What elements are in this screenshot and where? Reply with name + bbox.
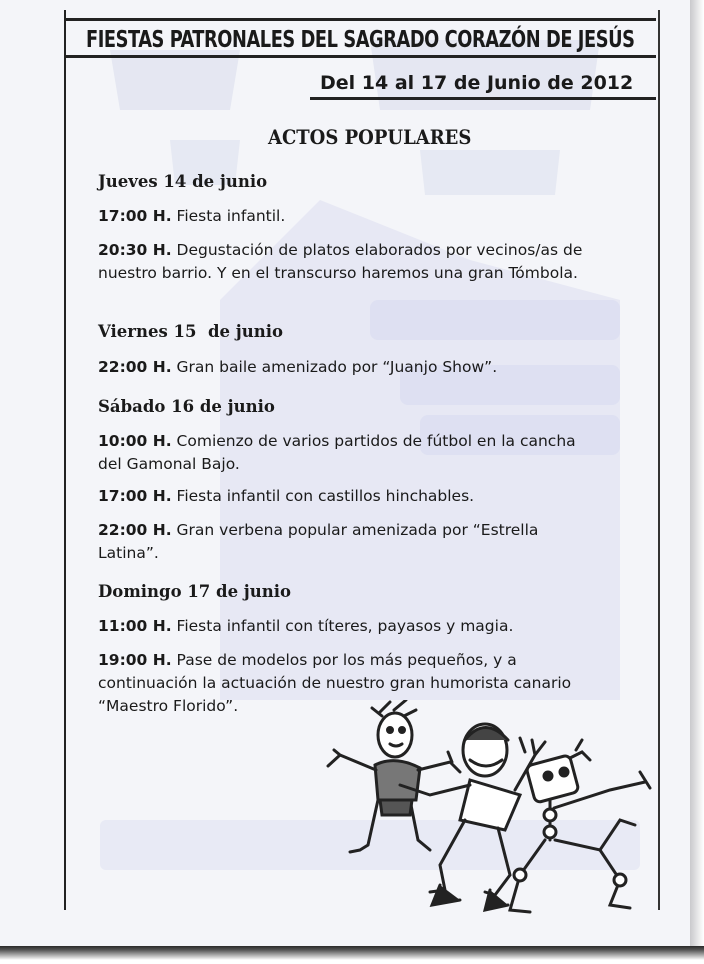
event-title: FIESTAS PATRONALES DEL SAGRADO CORAZÓN DE JESÚS xyxy=(86,27,635,53)
day-block-viernes xyxy=(98,322,638,376)
event-time: 22:00 H. xyxy=(98,521,172,539)
day-heading: Viernes 15 de junio xyxy=(98,322,283,341)
event-text: Fiesta infantil. xyxy=(176,207,286,225)
event-text: Pase de modelos por los más pequeños, y a continuación la actuación de nuestro gran humorista canario “Maestro Florido”. xyxy=(98,651,572,715)
date-range: Del 14 al 17 de Junio de 2012 xyxy=(320,72,634,94)
day-heading: Jueves 14 de junio xyxy=(98,172,268,191)
event-time: 22:00 H. xyxy=(98,358,172,376)
event-time: 19:00 H. xyxy=(98,651,172,669)
event-item xyxy=(98,430,578,476)
event-text: Gran verbena popular amenizada por “Estrella Latina”. xyxy=(98,521,539,562)
event-item xyxy=(98,519,598,565)
event-text: Fiesta infantil con títeres, payasos y magia. xyxy=(176,617,514,635)
header-band xyxy=(66,18,656,58)
event-time: 17:00 H. xyxy=(98,487,172,505)
event-item xyxy=(98,239,618,285)
dancing-figures-illustration xyxy=(320,700,660,920)
day-heading: Domingo 17 de junio xyxy=(98,582,292,601)
event-time: 17:00 H. xyxy=(98,207,172,225)
event-time: 10:00 H. xyxy=(98,432,172,450)
dancing-boy-figure xyxy=(400,724,545,910)
day-block-sabado xyxy=(98,397,638,562)
day-block-jueves xyxy=(98,172,638,282)
event-item xyxy=(98,356,497,379)
event-time: 20:30 H. xyxy=(98,241,172,259)
date-underline xyxy=(310,97,656,100)
section-title: ACTOS POPULARES xyxy=(268,125,472,149)
day-block-domingo xyxy=(98,582,638,715)
dancing-girl-figure xyxy=(328,700,460,852)
event-time: 11:00 H. xyxy=(98,617,172,635)
event-item xyxy=(98,615,513,638)
day-heading: Sábado 16 de junio xyxy=(98,397,275,416)
event-item xyxy=(98,205,285,228)
event-text: Comienzo de varios partidos de fútbol en la cancha del Gamonal Bajo. xyxy=(98,432,576,473)
event-text: Degustación de platos elaborados por vecinos/as de nuestro barrio. Y en el transcurso haremos una gran Tómbola. xyxy=(98,241,583,282)
event-text: Fiesta infantil con castillos hinchables. xyxy=(176,487,475,505)
event-text: Gran baile amenizado por “Juanjo Show”. xyxy=(176,358,498,376)
robot-figure xyxy=(510,740,650,912)
event-item xyxy=(98,485,474,508)
